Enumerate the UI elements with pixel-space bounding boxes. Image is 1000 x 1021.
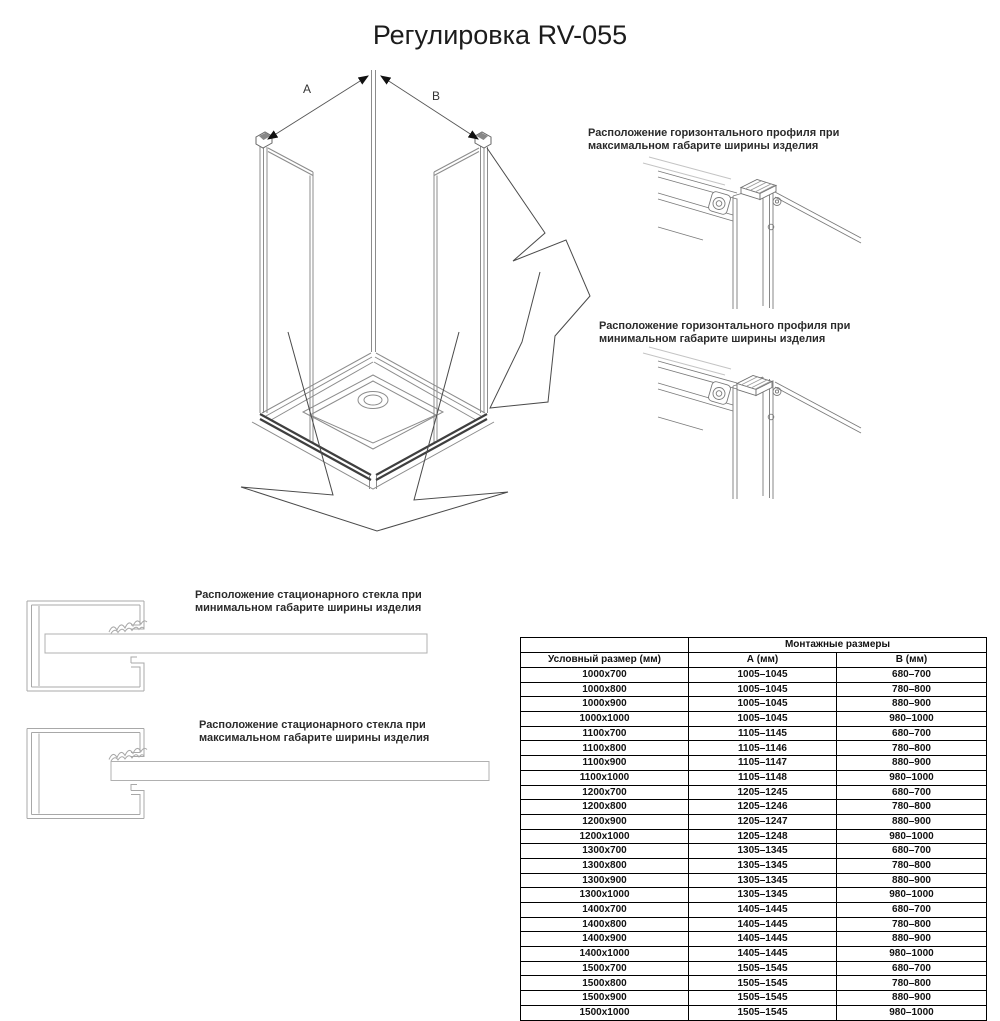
glass-slab (45, 634, 427, 653)
table-row (521, 712, 987, 727)
annotation-line: Расположение стационарного стекла при (195, 589, 422, 601)
cell-b: 680–700 (837, 726, 987, 741)
cell-a: 1005–1045 (689, 712, 837, 727)
annotation-line: Расположение горизонтального профиля при (588, 127, 840, 139)
annotation-line: минимальном габарите ширины изделия (195, 601, 422, 614)
cell-size: 1500x1000 (521, 1005, 689, 1020)
table-row (521, 961, 987, 976)
table-group-header: Монтажные размеры (689, 638, 987, 653)
cell-b: 680–700 (837, 668, 987, 683)
shower-tray (252, 353, 494, 489)
dimension-a (268, 76, 368, 139)
annotation-line: минимальном габарите ширины изделия (599, 332, 826, 345)
table-col-header-a: А (мм) (689, 653, 837, 668)
cell-size: 1300x800 (521, 858, 689, 873)
size-table (520, 637, 987, 1021)
cell-size: 1300x900 (521, 873, 689, 888)
annotation-glass-min (195, 589, 422, 614)
cell-a: 1305–1345 (689, 888, 837, 903)
table-row (521, 873, 987, 888)
cell-size: 1200x1000 (521, 829, 689, 844)
cell-a: 1405–1445 (689, 903, 837, 918)
cell-size: 1400x900 (521, 932, 689, 947)
shower-enclosure-drawing (241, 70, 590, 531)
cell-b: 680–700 (837, 961, 987, 976)
cell-size: 1200x900 (521, 814, 689, 829)
cell-b: 980–1000 (837, 829, 987, 844)
cell-size: 1300x1000 (521, 888, 689, 903)
corner-edge-lines (372, 70, 376, 352)
left-glass-panel (260, 141, 313, 442)
annotation-glass-max (199, 719, 429, 744)
cell-a: 1505–1545 (689, 1005, 837, 1020)
dimension-b-label: B (432, 89, 441, 103)
cell-b: 780–800 (837, 976, 987, 991)
cell-a: 1205–1245 (689, 785, 837, 800)
table-row (521, 917, 987, 932)
table-col-header-size: Условный размер (мм) (521, 653, 689, 668)
cell-b: 880–900 (837, 697, 987, 712)
leader-lines (643, 347, 731, 375)
page-title: Регулировка RV-055 (372, 20, 628, 50)
cell-a: 1005–1045 (689, 682, 837, 697)
glass-section-min-drawing (27, 601, 427, 691)
cell-b: 880–900 (837, 814, 987, 829)
cell-a: 1105–1148 (689, 770, 837, 785)
table-row (521, 903, 987, 918)
left-top-bracket (256, 132, 272, 148)
cell-size: 1400x1000 (521, 947, 689, 962)
table-row (521, 932, 987, 947)
cell-b: 980–1000 (837, 1005, 987, 1020)
cell-size: 1000x900 (521, 697, 689, 712)
table-row (521, 1005, 987, 1020)
cell-b: 780–800 (837, 741, 987, 756)
cell-a: 1305–1345 (689, 844, 837, 859)
cell-a: 1105–1147 (689, 756, 837, 771)
cell-b: 880–900 (837, 932, 987, 947)
annotation-line: максимальном габарите ширины изделия (199, 731, 430, 744)
cell-a: 1305–1345 (689, 873, 837, 888)
cell-b: 880–900 (837, 756, 987, 771)
profile-detail-min-drawing (643, 347, 861, 499)
cell-b: 680–700 (837, 903, 987, 918)
table-row (521, 785, 987, 800)
cell-size: 1400x700 (521, 903, 689, 918)
cell-b: 880–900 (837, 991, 987, 1006)
table-corner-cell (521, 638, 689, 653)
cell-b: 880–900 (837, 873, 987, 888)
cell-size: 1200x700 (521, 785, 689, 800)
cell-a: 1005–1045 (689, 668, 837, 683)
annotation-profile-max (588, 127, 839, 152)
profile-detail-max-drawing (643, 157, 861, 309)
cell-b: 980–1000 (837, 888, 987, 903)
dimension-b (381, 76, 478, 139)
table-row (521, 858, 987, 873)
cell-b: 780–800 (837, 917, 987, 932)
cell-size: 1300x700 (521, 844, 689, 859)
cell-b: 680–700 (837, 844, 987, 859)
bottom-horizontal-profiles (260, 414, 487, 480)
cell-b: 980–1000 (837, 947, 987, 962)
table-row (521, 697, 987, 712)
table-row (521, 829, 987, 844)
cell-a: 1505–1545 (689, 961, 837, 976)
table-row (521, 947, 987, 962)
cell-a: 1505–1545 (689, 976, 837, 991)
cell-size: 1200x800 (521, 800, 689, 815)
cell-size: 1100x700 (521, 726, 689, 741)
cell-a: 1305–1345 (689, 858, 837, 873)
cell-a: 1205–1246 (689, 800, 837, 815)
table-row (521, 814, 987, 829)
cell-size: 1500x800 (521, 976, 689, 991)
cell-b: 980–1000 (837, 770, 987, 785)
cell-a: 1405–1445 (689, 947, 837, 962)
cell-a: 1005–1045 (689, 697, 837, 712)
cell-size: 1000x1000 (521, 712, 689, 727)
cell-size: 1400x800 (521, 917, 689, 932)
cell-a: 1405–1445 (689, 932, 837, 947)
cell-a: 1105–1146 (689, 741, 837, 756)
table-row (521, 800, 987, 815)
table-row (521, 682, 987, 697)
cell-b: 980–1000 (837, 712, 987, 727)
arrow-right-outline (487, 148, 590, 408)
cell-b: 780–800 (837, 800, 987, 815)
cell-size: 1100x800 (521, 741, 689, 756)
table-row (521, 726, 987, 741)
table-col-header-b: В (мм) (837, 653, 987, 668)
annotation-line: максимальном габарите ширины изделия (588, 139, 819, 152)
table-row (521, 668, 987, 683)
cell-a: 1405–1445 (689, 917, 837, 932)
table-row (521, 976, 987, 991)
table-row (521, 770, 987, 785)
cell-a: 1505–1545 (689, 991, 837, 1006)
cell-size: 1500x900 (521, 991, 689, 1006)
cell-size: 1000x800 (521, 682, 689, 697)
table-row (521, 756, 987, 771)
cell-a: 1205–1247 (689, 814, 837, 829)
cell-b: 680–700 (837, 785, 987, 800)
table-row (521, 991, 987, 1006)
table-row (521, 888, 987, 903)
cell-b: 780–800 (837, 682, 987, 697)
cell-size: 1100x900 (521, 756, 689, 771)
cell-size: 1500x700 (521, 961, 689, 976)
glass-slab (111, 762, 489, 781)
cell-b: 780–800 (837, 858, 987, 873)
annotation-line: Расположение горизонтального профиля при (599, 320, 851, 332)
table-row (521, 844, 987, 859)
leader-lines (643, 157, 731, 185)
cell-size: 1000x700 (521, 668, 689, 683)
right-top-bracket (475, 132, 491, 148)
table-row (521, 741, 987, 756)
cell-a: 1205–1248 (689, 829, 837, 844)
annotation-line: Расположение стационарного стекла при (199, 719, 426, 731)
cell-a: 1105–1145 (689, 726, 837, 741)
annotation-profile-min (599, 320, 850, 345)
dimension-a-label: A (303, 82, 312, 96)
cell-size: 1100x1000 (521, 770, 689, 785)
